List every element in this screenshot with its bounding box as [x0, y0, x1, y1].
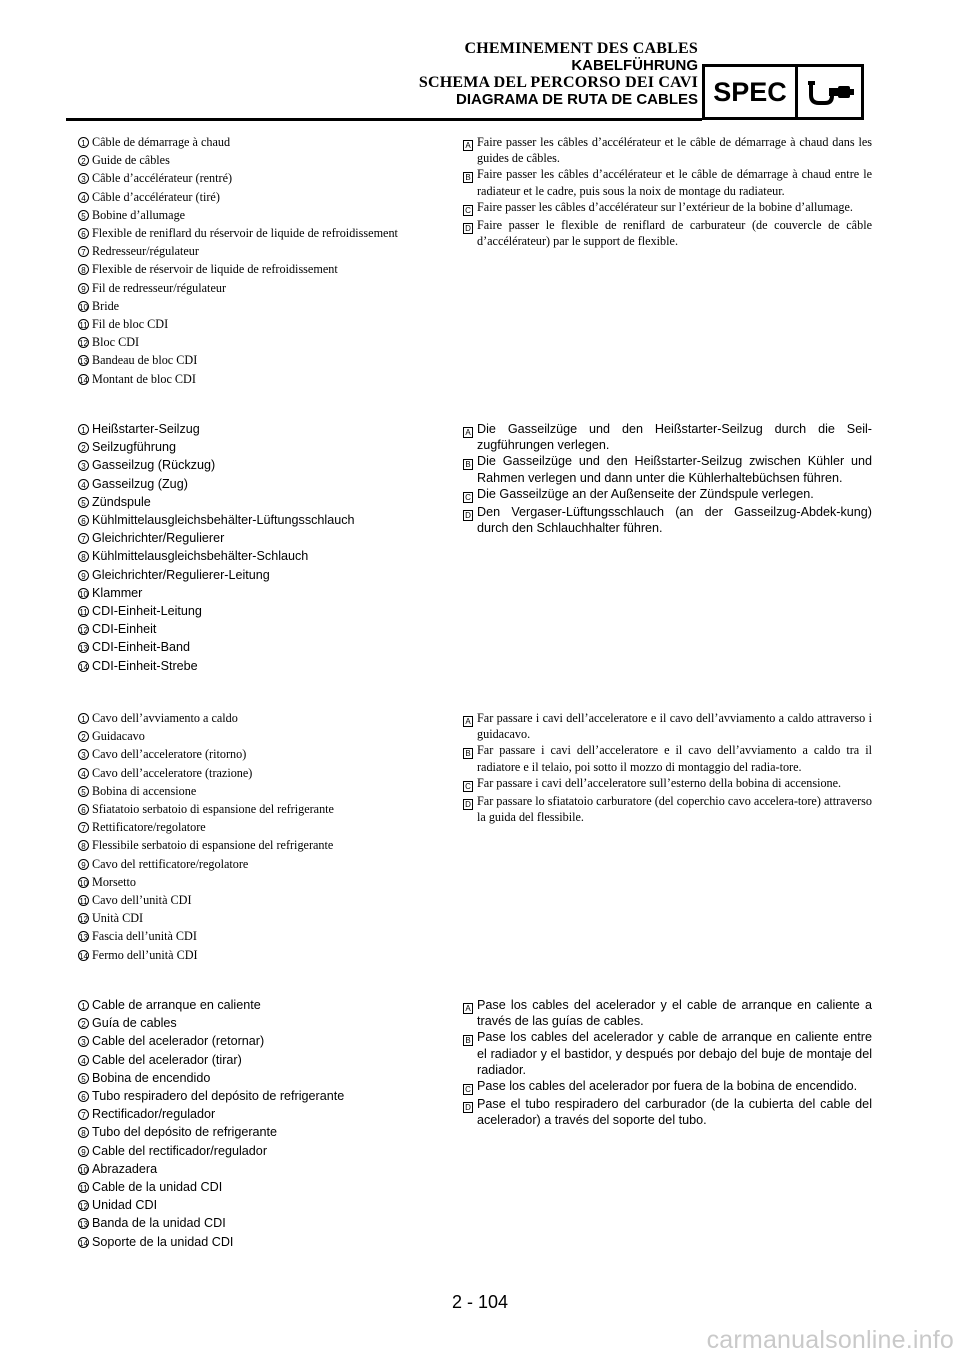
note-item: A Faire passer les câbles d’accélérateur et le câble de démarrage à chaud dans les guides de câbles.	[463, 134, 872, 166]
list-item: 5 Bobine d’allumage	[78, 207, 478, 225]
list-item: 5 Zündspule	[78, 494, 478, 512]
note-item: B Die Gasseilzüge und den Heißstarter-Seilzug zwischen Kühler und Rahmen verlegen und dann unter die Kühlerhaltebüchsen führen.	[463, 453, 872, 485]
list-item: 12 Bloc CDI	[79, 335, 140, 350]
list-item: 2 Guide de câbles	[78, 152, 478, 170]
note-item: D Den Vergaser-Lüftungsschlauch (an der Gasseilzug-Abdek-kung) durch den Schlauchhalter führen.	[463, 504, 872, 536]
list-item: 3 Gasseilzug (Rückzug)	[78, 457, 478, 475]
list-item: 10 Abrazadera	[79, 1161, 158, 1176]
title-german: KABELFÜHRUNG	[571, 57, 698, 74]
note-item: B Pase los cables del acelerador y cable de arranque en caliente entre el radiador y el bastidor, y después por debajo del buje de montaje del radiador.	[463, 1029, 872, 1078]
list-item: 13 Bandeau de bloc CDI	[79, 353, 198, 368]
list-item: 12 Unità CDI	[79, 911, 144, 926]
routing-notes-german	[463, 421, 872, 536]
parts-list-french	[78, 134, 478, 389]
list-item: 13 CDI-Einheit-Band	[79, 640, 190, 655]
title-french: CHEMINEMENT DES CABLES	[464, 40, 698, 57]
title-italian: SCHEMA DEL PERCORSO DEI CAVI	[418, 74, 698, 91]
list-item: 4 Cable del acelerador (tirar)	[78, 1052, 478, 1070]
list-item: 6 Sfiatatoio serbatoio di espansione del refrigerante	[78, 801, 478, 819]
list-item: 12 Unidad CDI	[79, 1198, 158, 1213]
note-item: D Pase el tubo respiradero del carburador (de la cubierta del cable del acelerador) a través del soporte del tubo.	[463, 1096, 872, 1128]
list-item: 2 Guidacavo	[78, 728, 478, 746]
list-item: 8 Kühlmittelausgleichsbehälter-Schlauch	[78, 548, 478, 566]
list-item: 14 CDI-Einheit-Strebe	[79, 658, 198, 673]
list-item: 14 Fermo dell’unità CDI	[79, 947, 198, 962]
routing-notes-french	[463, 134, 872, 249]
list-item: 7 Rettificatore/regolatore	[78, 819, 478, 837]
note-item: C Faire passer les câbles d’accélérateur sur l’extérieur de la bobine d’allumage.	[463, 199, 872, 217]
list-item: 5 Bobina de encendido	[78, 1070, 478, 1088]
list-item: 3 Câble d’accélérateur (rentré)	[78, 170, 478, 188]
list-item: 10 Bride	[79, 298, 120, 313]
routing-notes-spanish	[463, 997, 872, 1129]
section-italian	[78, 710, 872, 962]
micrometer-icon	[798, 67, 861, 117]
note-item: D Faire passer le flexible de reniflard de carburateur (de couvercle de câble d’accélérateur) par le support de flexible.	[463, 217, 872, 249]
list-item: 11 Cavo dell’unità CDI	[79, 893, 192, 908]
spec-badge	[702, 64, 864, 120]
note-item: A Pase los cables del acelerador y el cable de arranque en caliente a través de las guías de cables.	[463, 997, 872, 1029]
list-item: 1 Heißstarter-Seilzug	[78, 421, 478, 439]
list-item: 4 Câble d’accélérateur (tiré)	[78, 189, 478, 207]
list-item: 2 Seilzugführung	[78, 439, 478, 457]
note-item: B Far passare i cavi dell’acceleratore e il cavo dell’avviamento a caldo tra il radiatore e il telaio, poi sotto il mozzo di montaggio del radia-tore.	[463, 742, 872, 774]
list-item: 4 Gasseilzug (Zug)	[78, 476, 478, 494]
list-item: 10 Morsetto	[79, 874, 137, 889]
list-item: 4 Cavo dell’acceleratore (trazione)	[78, 765, 478, 783]
spec-label: SPEC	[705, 67, 798, 117]
list-item: 6 Tubo respiradero del depósito de refrigerante	[78, 1088, 478, 1106]
note-item: C Far passare i cavi dell’acceleratore sull’esterno della bobina di accensione.	[463, 775, 872, 793]
page-header	[0, 0, 960, 130]
list-item: 8 Tubo del depósito de refrigerante	[78, 1124, 478, 1142]
list-item: 9 Cavo del rettificatore/regolatore	[78, 856, 478, 874]
watermark: carmanualsonline.info	[706, 1326, 954, 1354]
list-item: 5 Bobina di accensione	[78, 783, 478, 801]
list-item: 6 Kühlmittelausgleichsbehälter-Lüftungsschlauch	[78, 512, 478, 530]
list-item: 6 Flexible de reniflard du réservoir de liquide de refroidissement	[78, 225, 478, 243]
list-item: 11 Cable de la unidad CDI	[79, 1180, 223, 1195]
list-item: 7 Gleichrichter/Regulierer	[78, 530, 478, 548]
list-item: 9 Cable del rectificador/regulador	[78, 1143, 478, 1161]
note-item: C Pase los cables del acelerador por fuera de la bobina de encendido.	[463, 1078, 872, 1096]
list-item: 14 Soporte de la unidad CDI	[79, 1234, 234, 1249]
page-number: 2 - 104	[451, 1292, 509, 1312]
list-item: 12 CDI-Einheit	[79, 622, 157, 637]
parts-list-spanish	[78, 997, 478, 1252]
note-item: A Die Gasseilzüge und den Heißstarter-Seilzug durch die Seil-zugführungen verlegen.	[463, 421, 872, 453]
list-item: 1 Câble de démarrage à chaud	[78, 134, 478, 152]
title-spanish: DIAGRAMA DE RUTA DE CABLES	[456, 91, 698, 108]
list-item: 14 Montant de bloc CDI	[79, 371, 196, 386]
list-item: 8 Flessibile serbatoio di espansione del refrigerante	[78, 837, 478, 855]
section-french	[78, 134, 872, 386]
header-rule	[66, 118, 702, 121]
list-item: 1 Cavo dell’avviamento a caldo	[78, 710, 478, 728]
list-item: 11 CDI-Einheit-Leitung	[79, 604, 202, 619]
list-item: 9 Fil de redresseur/régulateur	[78, 280, 478, 298]
list-item: 10 Klammer	[79, 585, 143, 600]
parts-list-german	[78, 421, 478, 676]
section-spanish	[78, 997, 872, 1249]
list-item: 3 Cable del acelerador (retornar)	[78, 1033, 478, 1051]
list-item: 11 Fil de bloc CDI	[79, 317, 169, 332]
routing-notes-italian	[463, 710, 872, 825]
section-german	[78, 421, 872, 673]
list-item: 9 Gleichrichter/Regulierer-Leitung	[78, 567, 478, 585]
parts-list-italian	[78, 710, 478, 965]
list-item: 3 Cavo dell’acceleratore (ritorno)	[78, 746, 478, 764]
note-item: B Faire passer les câbles d’accélérateur et le câble de démarrage à chaud entre le radiateur et le cadre, puis sous la noix de montage du radiateur.	[463, 166, 872, 198]
list-item: 13 Fascia dell’unità CDI	[79, 929, 197, 944]
note-item: C Die Gasseilzüge an der Außenseite der Zündspule verlegen.	[463, 486, 872, 504]
list-item: 2 Guía de cables	[78, 1015, 478, 1033]
section-titles	[419, 40, 698, 108]
list-item: 7 Redresseur/régulateur	[78, 243, 478, 261]
note-item: D Far passare lo sfiatatoio carburatore (del coperchio cavo accelera-tore) attraverso la guida del flessibile.	[463, 793, 872, 825]
list-item: 7 Rectificador/regulador	[78, 1106, 478, 1124]
list-item: 13 Banda de la unidad CDI	[79, 1216, 226, 1231]
list-item: 1 Cable de arranque en caliente	[78, 997, 478, 1015]
note-item: A Far passare i cavi dell’acceleratore e il cavo dell’avviamento a caldo attraverso i guidacavo.	[463, 710, 872, 742]
list-item: 8 Flexible de réservoir de liquide de refroidissement	[78, 261, 478, 279]
